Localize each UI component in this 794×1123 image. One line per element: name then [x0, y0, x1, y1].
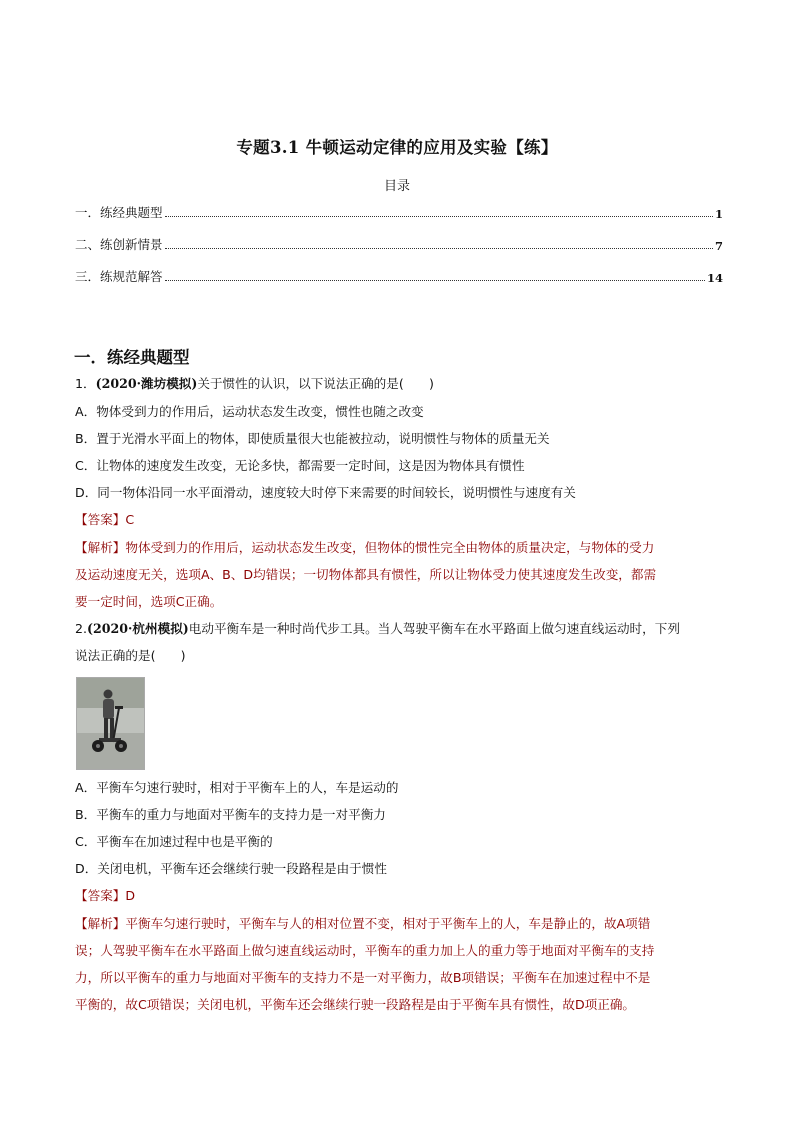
toc-entry-page: 7: [714, 239, 723, 253]
question-number: 2.: [75, 621, 88, 636]
question-source: (2020·潍坊模拟): [95, 376, 198, 391]
toc-entry-label: 一．练经典题型: [75, 205, 163, 220]
segway-rider-illustration: [77, 678, 144, 769]
question-text-cont: 说法正确的是( ): [75, 648, 186, 663]
question-text: 关于惯性的认识，以下说法正确的是( ): [197, 376, 434, 391]
toc-heading: 目录: [383, 179, 410, 194]
toc-entry-page: 14: [706, 271, 723, 285]
toc-entry[interactable]: [75, 203, 723, 221]
answer: 【答案】D: [75, 888, 136, 903]
option-a: A．物体受到力的作用后，运动状态发生改变，惯性也随之改变: [75, 404, 424, 419]
analysis-line: 力，所以平衡车的重力与地面对平衡车的支持力不是一对平衡力，故B项错误；平衡车在加速过程中不是: [75, 970, 651, 985]
toc-leader: [165, 216, 713, 217]
answer: 【答案】C: [75, 512, 135, 527]
analysis-line: 【解析】平衡车匀速行驶时，平衡车与人的相对位置不变，相对于平衡车上的人，车是静止的，故A项错: [75, 916, 651, 931]
question-1-stem: [75, 376, 434, 392]
question-source: (2020·杭州模拟): [87, 621, 189, 636]
option-c: C．平衡车在加速过程中也是平衡的: [75, 834, 273, 849]
toc-entry[interactable]: [75, 267, 723, 285]
option-d: D．关闭电机，平衡车还会继续行驶一段路程是由于惯性: [75, 861, 387, 876]
toc-leader: [165, 248, 713, 249]
toc-entry[interactable]: [75, 235, 723, 253]
option-b: B．置于光滑水平面上的物体，即使质量很大也能被拉动，说明惯性与物体的质量无关: [75, 431, 550, 446]
toc-entry-page: 1: [714, 207, 723, 221]
segway-rider-photo: [76, 677, 145, 770]
analysis-line: 【解析】物体受到力的作用后，运动状态发生改变，但物体的惯性完全由物体的质量决定，与物体的受力: [75, 540, 655, 555]
option-d: D．同一物体沿同一水平面滑动，速度较大时停下来需要的时间较长，说明惯性与速度有关: [75, 485, 576, 500]
option-b: B．平衡车的重力与地面对平衡车的支持力是一对平衡力: [75, 807, 386, 822]
option-a: A．平衡车匀速行驶时，相对于平衡车上的人，车是运动的: [75, 780, 399, 795]
question-text: 电动平衡车是一种时尚代步工具。当人驾驶平衡车在水平路面上做匀速直线运动时，下列: [188, 621, 680, 636]
document-title: 专题3.1 牛顿运动定律的应用及实验【练】: [236, 138, 558, 157]
section-heading: 一．练经典题型: [74, 348, 190, 367]
toc-entry-label: 二、练创新情景: [75, 237, 163, 252]
analysis-line: 误；人驾驶平衡车在水平路面上做匀速直线运动时，平衡车的重力加上人的重力等于地面对平衡车的支持: [75, 943, 655, 958]
option-c: C．让物体的速度发生改变，无论多快，都需要一定时间，这是因为物体具有惯性: [75, 458, 525, 473]
toc-leader: [165, 280, 705, 281]
question-number: 1．: [75, 376, 96, 391]
analysis-line: 及运动速度无关，选项A、B、D均错误；一切物体都具有惯性，所以让物体受力使其速度发生改变，都需: [75, 567, 657, 582]
question-2-stem: [75, 621, 680, 637]
analysis-line: 要一定时间，选项C正确。: [75, 594, 223, 609]
analysis-line: 平衡的，故C项错误；关闭电机，平衡车还会继续行驶一段路程是由于平衡车具有惯性，故D项正确。: [75, 997, 636, 1012]
toc-entry-label: 三．练规范解答: [75, 269, 163, 284]
